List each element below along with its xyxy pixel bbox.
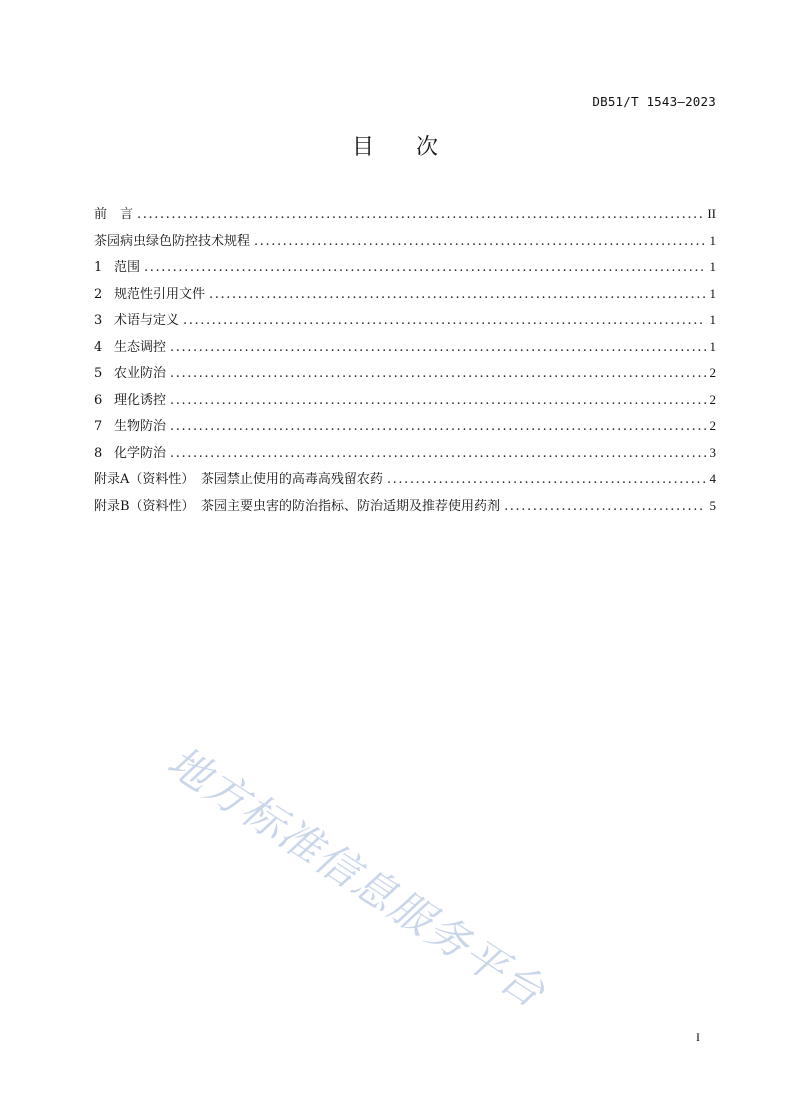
toc-entry-label: 生物防治 bbox=[114, 419, 167, 434]
toc-entry-2[interactable] bbox=[94, 283, 716, 310]
toc-entry-label: 农业防治 bbox=[114, 366, 167, 381]
toc-entry-page: 5 bbox=[709, 497, 716, 513]
toc-entry-label: 规范性引用文件 bbox=[114, 286, 206, 302]
toc-entry-page: 1 bbox=[709, 285, 716, 301]
toc-entry-page: 1 bbox=[709, 338, 716, 354]
toc-title-first: 目 bbox=[351, 135, 376, 160]
toc-entry-6[interactable] bbox=[94, 389, 716, 416]
watermark: 地方标准信息服务平台 bbox=[158, 736, 555, 1018]
toc-leader-dots bbox=[144, 260, 705, 275]
toc-entry-number: 7 bbox=[94, 419, 103, 434]
toc-leader-dots bbox=[170, 340, 705, 355]
toc-entry-page: 2 bbox=[709, 391, 716, 407]
toc-leader-dots bbox=[504, 499, 705, 514]
toc-leader-dots bbox=[387, 472, 706, 487]
toc-entry-8[interactable] bbox=[94, 442, 716, 469]
toc-entry-appendix-a[interactable] bbox=[94, 468, 716, 495]
toc-entry-7[interactable] bbox=[94, 415, 716, 442]
toc-entry-label: 前 言 bbox=[94, 207, 134, 222]
toc-entry-main-title[interactable] bbox=[94, 230, 716, 257]
toc-entry-5[interactable] bbox=[94, 362, 716, 389]
toc-leader-dots bbox=[137, 207, 703, 222]
toc-entry-foreword[interactable] bbox=[94, 203, 716, 230]
toc-entry-number: 5 bbox=[94, 366, 103, 381]
toc-title bbox=[0, 130, 792, 161]
table-of-contents bbox=[94, 203, 716, 521]
toc-entry-label: 化学防治 bbox=[114, 445, 167, 461]
toc-entry-page: 1 bbox=[709, 259, 716, 274]
toc-entry-number: 3 bbox=[94, 313, 103, 328]
toc-entry-label: 生态调控 bbox=[114, 339, 167, 355]
toc-entry-page: II bbox=[707, 206, 716, 221]
toc-entry-page: 2 bbox=[709, 418, 716, 433]
toc-title-second: 次 bbox=[416, 135, 441, 160]
toc-entry-number: 2 bbox=[94, 286, 103, 302]
toc-entry-page: 3 bbox=[709, 444, 716, 460]
toc-entry-number: 8 bbox=[94, 445, 103, 461]
toc-entry-page: 2 bbox=[709, 365, 716, 380]
toc-entry-number: 4 bbox=[94, 339, 103, 355]
page-number: I bbox=[696, 1030, 700, 1044]
toc-leader-dots bbox=[170, 366, 705, 381]
toc-entry-1[interactable] bbox=[94, 256, 716, 283]
toc-entry-number: 1 bbox=[94, 260, 103, 275]
toc-entry-label: 理化诱控 bbox=[114, 392, 167, 408]
toc-entry-appendix-b[interactable] bbox=[94, 495, 716, 522]
toc-entry-label: 附录B（资料性） 茶园主要虫害的防治指标、防治适期及推荐使用药剂 bbox=[94, 498, 501, 514]
toc-entry-page: 4 bbox=[709, 471, 716, 486]
toc-entry-4[interactable] bbox=[94, 336, 716, 363]
toc-entry-label: 术语与定义 bbox=[114, 313, 180, 328]
toc-leader-dots bbox=[170, 419, 705, 434]
toc-entry-3[interactable] bbox=[94, 309, 716, 336]
toc-entry-page: 1 bbox=[709, 232, 716, 248]
toc-entry-label: 范围 bbox=[114, 260, 141, 275]
toc-entry-label: 茶园病虫绿色防控技术规程 bbox=[94, 233, 251, 249]
document-code: DB51/T 1543—2023 bbox=[592, 94, 716, 109]
toc-entry-number: 6 bbox=[94, 392, 103, 408]
toc-entry-label: 附录A（资料性） 茶园禁止使用的高毒高残留农药 bbox=[94, 472, 383, 487]
toc-leader-dots bbox=[183, 313, 705, 328]
toc-leader-dots bbox=[170, 446, 705, 461]
toc-leader-dots bbox=[209, 287, 705, 302]
toc-leader-dots bbox=[254, 234, 705, 249]
toc-leader-dots bbox=[170, 393, 705, 408]
toc-entry-page: 1 bbox=[709, 312, 716, 327]
